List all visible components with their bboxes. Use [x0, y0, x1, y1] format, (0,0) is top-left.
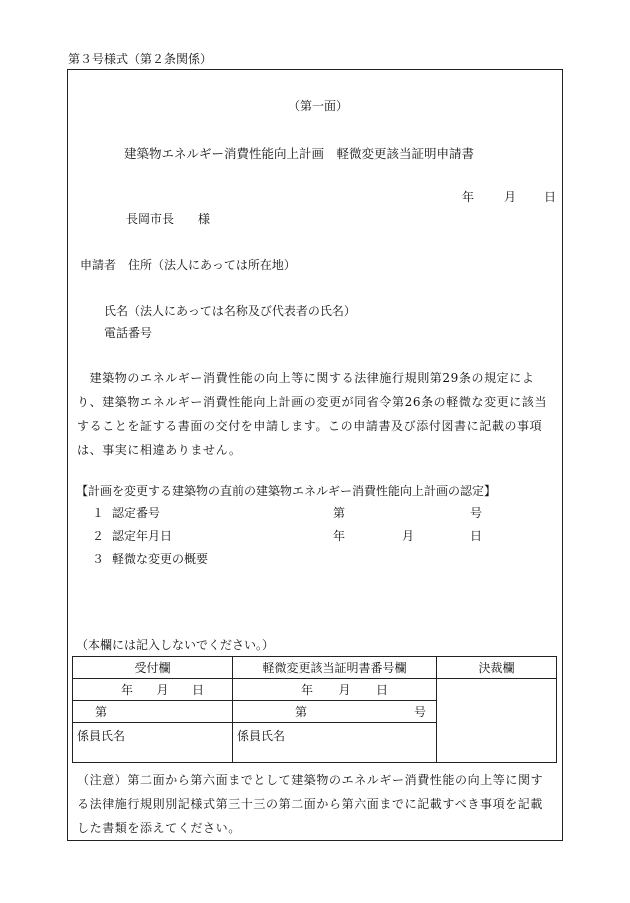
applicant-phone-label: 電話番号	[104, 326, 153, 340]
application-statement: 建築物のエネルギー消費性能の向上等に関する法律施行規則第29条の規定により、建築物エネルギー消費性能向上計画の変更が同省令第26条の軽微な変更に該当することを証する書面の交付を申請します。この申請書及び添付図書に記載の事項は、事実に相違ありません。	[77, 371, 548, 457]
cert-no-suffix: 号	[413, 705, 426, 719]
date-year: 年	[462, 190, 475, 204]
item-col2: 月	[402, 529, 415, 543]
form-number-label: 第３号様式（第２条関係）	[68, 52, 213, 66]
item-number: ２	[92, 529, 105, 543]
item-col3: 号	[470, 506, 483, 520]
section-heading: 【計画を変更する建築物の直前の建築物エネルギー消費性能向上計画の認定】	[76, 484, 497, 498]
addressee: 長岡市長 様	[126, 212, 211, 226]
cert-number-header: 軽微変更該当証明書番号欄	[233, 657, 437, 679]
reception-staff-label: 係員氏名	[77, 729, 126, 743]
item-label: 認定番号	[112, 506, 161, 520]
footnote: （注意）第二面から第六面までとして建築物のエネルギー消費性能の向上等に関する法律施行規則別記様式第三十三の第二面から第六面までに記載すべき事項を記載した書類を添えてください。	[77, 773, 544, 835]
form-title: 建築物エネルギー消費性能向上計画 軽微変更該当証明申請書	[124, 146, 475, 161]
reception-year: 年	[121, 683, 134, 697]
applicant-name-label: 氏名（法人にあっては名称及び代表者の氏名）	[104, 304, 356, 318]
item-number: ３	[92, 552, 105, 566]
item-number: １	[92, 506, 105, 520]
office-use-table	[72, 656, 557, 763]
date-day: 日	[544, 190, 557, 204]
item-col1: 第	[333, 506, 346, 520]
reception-no-prefix: 第	[95, 705, 108, 719]
cert-date-cell	[233, 679, 437, 701]
office-use-note: （本欄には記入しないでください。）	[76, 638, 275, 652]
reception-number-cell	[73, 701, 233, 723]
date-month: 月	[504, 190, 517, 204]
cert-staff-label: 係員氏名	[237, 729, 286, 743]
item-label: 認定年月日	[112, 529, 173, 543]
cert-day: 日	[375, 683, 388, 697]
cert-year: 年	[301, 683, 314, 697]
approval-cell	[437, 679, 557, 763]
cert-no-prefix: 第	[295, 705, 308, 719]
cert-number-cell	[233, 701, 437, 723]
item-label: 軽微な変更の概要	[112, 552, 209, 566]
cert-month: 月	[338, 683, 351, 697]
item-col3: 日	[470, 529, 483, 543]
reception-day: 日	[191, 683, 204, 697]
applicant-address-label: 申請者 住所（法人にあっては所在地）	[80, 258, 296, 272]
cert-staff-cell	[233, 723, 437, 763]
reception-header: 受付欄	[73, 657, 233, 679]
reception-month: 月	[156, 683, 169, 697]
reception-staff-cell	[73, 723, 233, 763]
reception-date-cell	[73, 679, 233, 701]
item-col1: 年	[333, 529, 346, 543]
approval-header: 決裁欄	[437, 657, 557, 679]
page-label: （第一面）	[288, 99, 349, 113]
